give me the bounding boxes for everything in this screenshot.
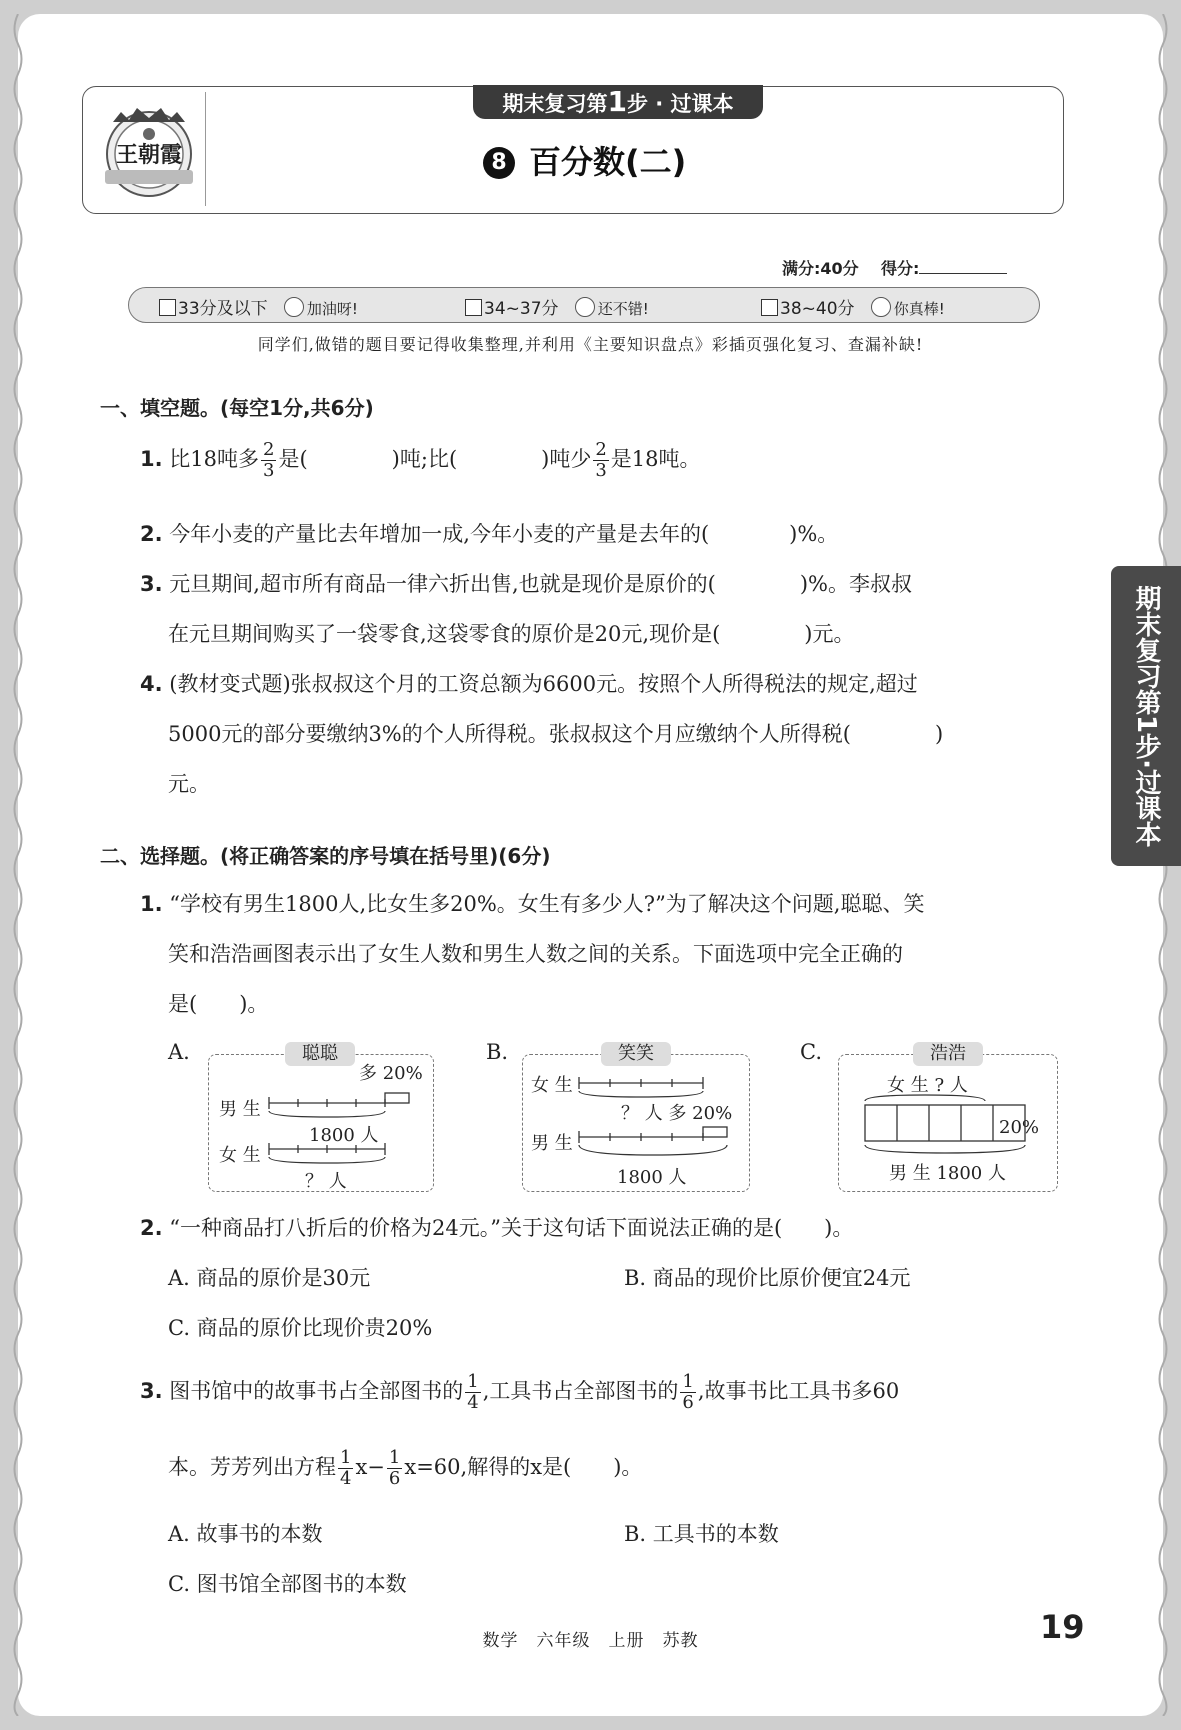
question-2-1-line2: 笑和浩浩画图表示出了女生人数和男生人数之间的关系。下面选项中完全正确的 bbox=[168, 942, 903, 966]
diagram-label: 女 生 bbox=[219, 1145, 261, 1166]
face-icon bbox=[284, 297, 304, 317]
question-2-1-line3: 是( )。 bbox=[168, 992, 269, 1016]
diagram-label: ？ 人 bbox=[305, 1171, 347, 1192]
svg-text:王朝霞: 王朝霞 bbox=[115, 142, 183, 168]
question-2-2: 2. “一种商品打八折后的价格为24元。”关于这句话下面说法正确的是( )。 bbox=[140, 1216, 854, 1240]
unit-number-badge: 8 bbox=[483, 147, 515, 179]
question-1-4-line2: 5000元的部分要缴纳3%的个人所得税。张叔叔这个月应缴纳个人所得税( ) bbox=[168, 722, 944, 746]
diagram-tag: 浩浩 bbox=[913, 1042, 983, 1066]
diagram-label: 多 20% bbox=[359, 1063, 423, 1084]
segment-diagram bbox=[523, 1055, 749, 1191]
diagram-label: 女 生 ? 人 bbox=[887, 1075, 968, 1096]
step-tab: 期末复习第1步 · 过课本 bbox=[473, 85, 763, 119]
question-1-4: 4. (教材变式题)张叔叔这个月的工资总额为6600元。按照个人所得税法的规定,超过 bbox=[140, 672, 918, 696]
question-2-3: 3. 图书馆中的故事书占全部图书的 $\frac{1}{4}$ ,工具书占全部图书的 $\frac{1}{6}$ ,故事书比工具书多60 bbox=[140, 1371, 900, 1413]
rating-item: 34~37分 还不错! bbox=[465, 294, 649, 319]
score-blank[interactable] bbox=[919, 273, 1007, 274]
review-tip: 同学们,做错的题目要记得收集整理,并利用《主要知识盘点》彩插页强化复习、查漏补缺! bbox=[257, 335, 924, 354]
option-b[interactable]: B. 商品的现价比原价便宜24元 bbox=[624, 1266, 911, 1290]
diagram-tag: 聪聪 bbox=[285, 1042, 355, 1066]
option-a[interactable]: A. 商品的原价是30元 bbox=[168, 1266, 371, 1290]
checkbox[interactable] bbox=[465, 299, 482, 316]
question-1-3-line2: 在元旦期间购买了一袋零食,这袋零食的原价是20元,现价是( )元。 bbox=[168, 622, 855, 646]
header-box bbox=[82, 86, 1064, 214]
diagram-label: 1800 人 bbox=[309, 1125, 379, 1146]
diagram-label: 男 生 bbox=[219, 1099, 261, 1120]
diagram-label: 女 生 bbox=[531, 1075, 573, 1096]
option-b[interactable]: B. 工具书的本数 bbox=[624, 1522, 779, 1546]
section-title: 一、填空题。(每空1分,共6分) bbox=[100, 396, 374, 420]
page-number: 19 bbox=[1040, 1608, 1085, 1646]
bar-model-diagram bbox=[839, 1055, 1057, 1191]
brand-logo bbox=[93, 92, 206, 206]
diagram-label: ？ 人 多 20% bbox=[621, 1103, 733, 1124]
diagram-label: 20% bbox=[999, 1117, 1040, 1138]
checkbox[interactable] bbox=[761, 299, 778, 316]
rating-item: 38~40分 你真棒! bbox=[761, 294, 945, 319]
question-2-3-line2: 本。芳芳列出方程 $\frac{1}{4}$ x− $\frac{1}{6}$ x=60,解得的x是( )。 bbox=[168, 1447, 643, 1489]
checkbox[interactable] bbox=[159, 299, 176, 316]
footer: 数学 六年级 上册 苏教 bbox=[482, 1631, 699, 1651]
option-a[interactable]: A. 故事书的本数 bbox=[168, 1522, 323, 1546]
face-icon bbox=[871, 297, 891, 317]
option-a-diagram[interactable] bbox=[208, 1043, 434, 1192]
diagram-label: 男 生 1800 人 bbox=[889, 1163, 1006, 1184]
unit-title: 8 百分数(二) bbox=[483, 137, 686, 183]
diagram-label: 男 生 bbox=[531, 1133, 573, 1154]
option-c-diagram[interactable] bbox=[838, 1043, 1058, 1192]
diagram-label: 1800 人 bbox=[617, 1167, 687, 1188]
option-letter[interactable]: A. bbox=[168, 1040, 190, 1064]
question-2-1: 1. “学校有男生1800人,比女生多20%。女生有多少人?”为了解决这个问题,聪聪、笑 bbox=[140, 892, 925, 916]
section-title: 二、选择题。(将正确答案的序号填在括号里)(6分) bbox=[100, 844, 551, 868]
rating-bar bbox=[128, 287, 1040, 323]
option-letter[interactable]: B. bbox=[486, 1040, 509, 1064]
segment-diagram bbox=[209, 1055, 433, 1191]
wavy-border-left bbox=[11, 14, 25, 1716]
option-c[interactable]: C. 商品的原价比现价贵20% bbox=[168, 1316, 433, 1340]
question-1-4-line3: 元。 bbox=[168, 772, 210, 796]
logo-emblem-icon bbox=[93, 92, 205, 206]
option-letter[interactable]: C. bbox=[800, 1040, 822, 1064]
question-1-3: 3. 元旦期间,超市所有商品一律六折出售,也就是现价是原价的( )%。李叔叔 bbox=[140, 572, 912, 596]
face-icon bbox=[575, 297, 595, 317]
diagram-tag: 笑笑 bbox=[601, 1042, 671, 1066]
side-tab: 期末复习第1步·过课本 bbox=[1111, 566, 1181, 866]
question-1-2: 2. 今年小麦的产量比去年增加一成,今年小麦的产量是去年的( )%。 bbox=[140, 522, 839, 546]
option-b-diagram[interactable] bbox=[522, 1043, 750, 1192]
rating-item: 33分及以下 加油呀! bbox=[159, 294, 358, 319]
question-1-1: 1. 比18吨多 $\frac{2}{3}$ 是( )吨;比( )吨少 $\frac{2}{3}$ 是18吨。 bbox=[140, 439, 701, 481]
option-c[interactable]: C. 图书馆全部图书的本数 bbox=[168, 1572, 407, 1596]
score-line: 满分:40分 得分: bbox=[782, 256, 1007, 279]
